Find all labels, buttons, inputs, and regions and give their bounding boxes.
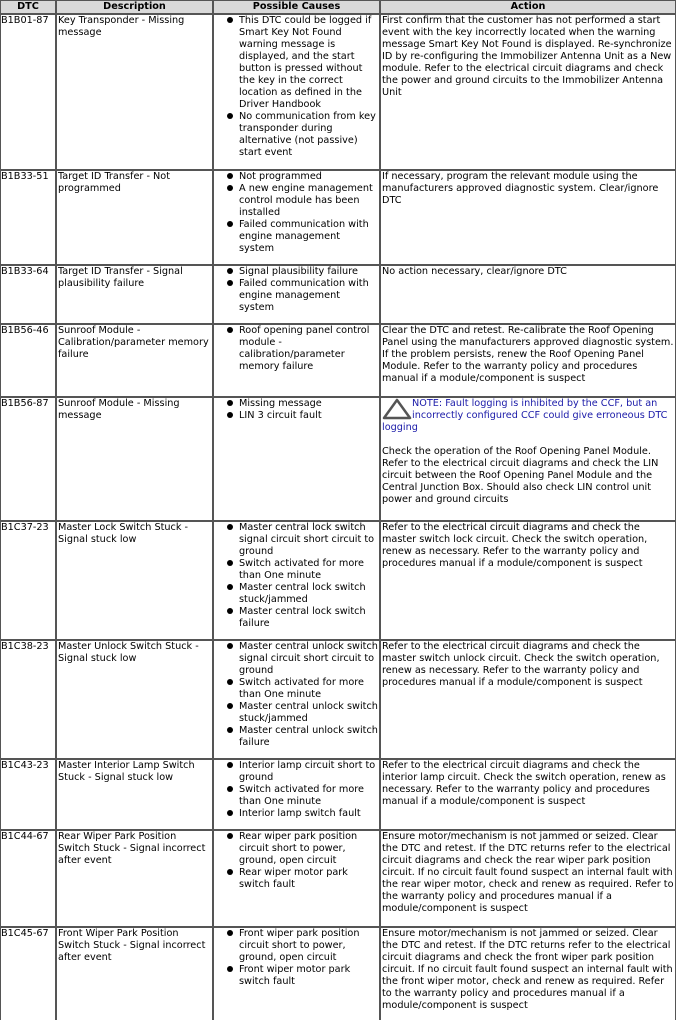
- table-row: [0, 170, 676, 265]
- table-row: [0, 640, 676, 759]
- action-text: Clear the DTC and retest. Re-calibrate the Roof Opening Panel using the manufacturers approved diagnostic system. If the problem persists, renew the Roof Opening Panel Module. Refer to the warranty policy and procedures manual if a module/component is suspect: [380, 324, 676, 397]
- dtc-description: Front Wiper Park Position Switch Stuck - Signal incorrect after event: [56, 927, 213, 1020]
- causes-list: [215, 522, 378, 630]
- cause-item: LIN 3 circuit fault: [225, 410, 378, 422]
- cause-item: Interior lamp switch fault: [225, 808, 378, 820]
- dtc-description: Sunroof Module - Calibration/parameter memory failure: [56, 324, 213, 397]
- table-header-row: [0, 0, 676, 14]
- cause-item: A new engine management control module has been installed: [225, 183, 378, 219]
- causes-list: [215, 398, 378, 422]
- dtc-code: B1C45-67: [0, 927, 56, 1020]
- dtc-description: Key Transponder - Missing message: [56, 14, 213, 170]
- cause-item: Front wiper park position circuit short to power, ground, open circuit: [225, 928, 378, 964]
- dtc-code: B1C38-23: [0, 640, 56, 759]
- dtc-description: Target ID Transfer - Not programmed: [56, 170, 213, 265]
- action-text: Ensure motor/mechanism is not jammed or seized. Clear the DTC and retest. If the DTC returns refer to the electrical circuit diagrams and check the rear wiper park position circuit. If no circuit fault found suspect an internal fault with the rear wiper motor, check and renew as required. Refer to the warranty policy and procedures manual if a module/component is suspect: [380, 830, 676, 927]
- header-dtc: DTC: [0, 0, 56, 14]
- dtc-description: Master Lock Switch Stuck - Signal stuck low: [56, 521, 213, 640]
- action-text: Refer to the electrical circuit diagrams and check the master switch unlock circuit. Check the switch operation, renew as necessary. Refer to the warranty policy and procedures manual if a module/component is suspect: [380, 640, 676, 759]
- table-row: [0, 759, 676, 830]
- action-text: Refer to the electrical circuit diagrams and check the master switch lock circuit. Check the switch operation, renew as necessary. Refer to the warranty policy and procedures manual if a module/component is suspect: [380, 521, 676, 640]
- possible-causes-cell: [213, 927, 380, 1020]
- dtc-description: Master Interior Lamp Switch Stuck - Signal stuck low: [56, 759, 213, 830]
- cause-item: Rear wiper motor park switch fault: [225, 867, 378, 891]
- cause-item: Master central lock switch signal circuit short circuit to ground: [225, 522, 378, 558]
- cause-item: This DTC could be logged if Smart Key Not Found warning message is displayed, and the start button is pressed without the key in the correct location as defined in the Driver Handbook: [225, 15, 378, 111]
- causes-list: [215, 928, 378, 988]
- table-row: [0, 324, 676, 397]
- cause-item: Master central unlock switch stuck/jammed: [225, 701, 378, 725]
- action-text: Ensure motor/mechanism is not jammed or seized. Clear the DTC and retest. If the DTC returns refer to the electrical circuit diagrams and check the front wiper park position circuit. If no circuit fault found suspect an internal fault with the front wiper motor, check and renew as required. Refer to the warranty policy and procedures manual if a module/component is suspect: [380, 927, 676, 1020]
- action-text: If necessary, program the relevant module using the manufacturers approved diagnostic system. Clear/ignore DTC: [380, 170, 676, 265]
- cause-item: Missing message: [225, 398, 378, 410]
- causes-list: [215, 266, 378, 314]
- cause-item: Master central unlock switch failure: [225, 725, 378, 749]
- table-row: [0, 927, 676, 1020]
- dtc-description: Sunroof Module - Missing message: [56, 397, 213, 521]
- cause-item: Switch activated for more than One minute: [225, 558, 378, 582]
- cause-item: Switch activated for more than One minute: [225, 677, 378, 701]
- cause-item: Failed communication with engine management system: [225, 278, 378, 314]
- table-row: [0, 265, 676, 324]
- possible-causes-cell: [213, 521, 380, 640]
- causes-list: [215, 171, 378, 255]
- header-possible-causes: Possible Causes: [213, 0, 380, 14]
- causes-list: [215, 15, 378, 159]
- cause-item: Rear wiper park position circuit short to power, ground, open circuit: [225, 831, 378, 867]
- possible-causes-cell: [213, 170, 380, 265]
- cause-item: Master central unlock switch signal circuit short circuit to ground: [225, 641, 378, 677]
- header-action: Action: [380, 0, 676, 14]
- dtc-code: B1B33-64: [0, 265, 56, 324]
- possible-causes-cell: [213, 640, 380, 759]
- cause-item: Interior lamp circuit short to ground: [225, 760, 378, 784]
- cause-item: Signal plausibility failure: [225, 266, 378, 278]
- table-row: [0, 14, 676, 170]
- dtc-code: B1B01-87: [0, 14, 56, 170]
- note-text: NOTE: Fault logging is inhibited by the CCF, but an incorrectly configured CCF could give erroneous DTC logging: [382, 398, 668, 433]
- cause-item: No communication from key transponder during alternative (not passive) start event: [225, 111, 378, 159]
- header-description: Description: [56, 0, 213, 14]
- dtc-code: B1C43-23: [0, 759, 56, 830]
- causes-list: [215, 641, 378, 749]
- causes-list: [215, 831, 378, 891]
- possible-causes-cell: [213, 397, 380, 521]
- cause-item: Roof opening panel control module - calibration/parameter memory failure: [225, 325, 378, 373]
- cause-item: Master central lock switch stuck/jammed: [225, 582, 378, 606]
- causes-list: [215, 325, 378, 373]
- dtc-code: B1C37-23: [0, 521, 56, 640]
- note-block: [382, 398, 674, 434]
- dtc-code: B1B33-51: [0, 170, 56, 265]
- warning-triangle-icon: [382, 398, 412, 420]
- cause-item: Failed communication with engine management system: [225, 219, 378, 255]
- table-row: [0, 521, 676, 640]
- possible-causes-cell: [213, 759, 380, 830]
- cause-item: Not programmed: [225, 171, 378, 183]
- possible-causes-cell: [213, 830, 380, 927]
- action-text: No action necessary, clear/ignore DTC: [380, 265, 676, 324]
- action-cell: [380, 397, 676, 521]
- table-row: [0, 397, 676, 521]
- causes-list: [215, 760, 378, 820]
- cause-item: Switch activated for more than One minute: [225, 784, 378, 808]
- dtc-description: Target ID Transfer - Signal plausibility failure: [56, 265, 213, 324]
- dtc-code: B1B56-46: [0, 324, 56, 397]
- cause-item: Master central lock switch failure: [225, 606, 378, 630]
- dtc-description: Master Unlock Switch Stuck - Signal stuck low: [56, 640, 213, 759]
- dtc-description: Rear Wiper Park Position Switch Stuck - Signal incorrect after event: [56, 830, 213, 927]
- possible-causes-cell: [213, 14, 380, 170]
- table-row: [0, 830, 676, 927]
- cause-item: Front wiper motor park switch fault: [225, 964, 378, 988]
- dtc-code: B1B56-87: [0, 397, 56, 521]
- action-text: Refer to the electrical circuit diagrams and check the interior lamp circuit. Check the switch operation, renew as necessary. Refer to the warranty policy and procedures manual if a module/component is suspect: [380, 759, 676, 830]
- dtc-code: B1C44-67: [0, 830, 56, 927]
- action-text: First confirm that the customer has not performed a start event with the key incorrectly located when the warning message Smart Key Not Found is displayed. Re-synchronize ID by re-configuring the Immobilizer Antenna Unit as a New module. Refer to the electrical circuit diagrams and check the power and ground circuits to the Immobilizer Antenna Unit: [380, 14, 676, 170]
- possible-causes-cell: [213, 265, 380, 324]
- action-text: Check the operation of the Roof Opening Panel Module. Refer to the electrical circuit diagrams and check the LIN circuit between the Roof Opening Panel Module and the Central Junction Box. Should also check LIN control unit power and ground circuits: [382, 446, 659, 505]
- possible-causes-cell: [213, 324, 380, 397]
